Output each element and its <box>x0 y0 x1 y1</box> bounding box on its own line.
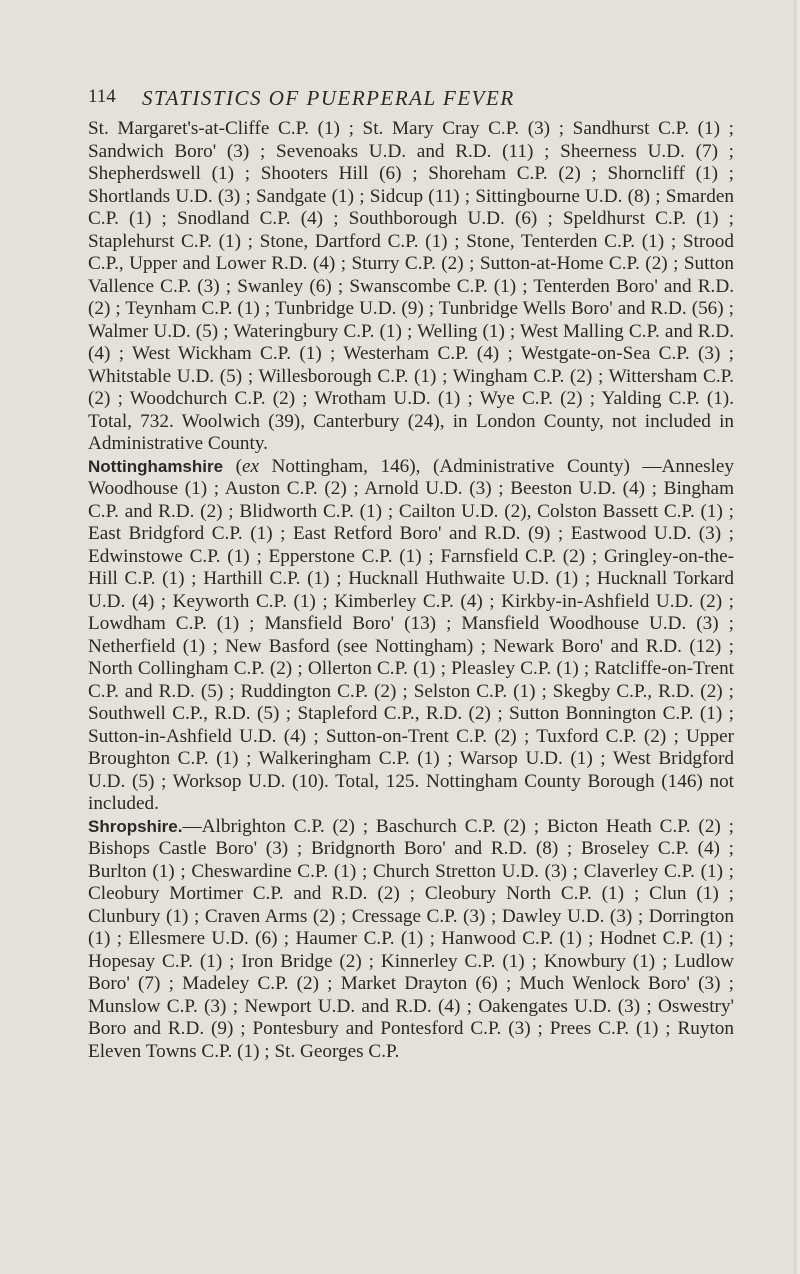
county-heading: Nottinghamshire <box>88 456 224 476</box>
running-title: STATISTICS OF PUERPERAL FEVER <box>142 86 515 110</box>
paragraph-nottinghamshire <box>88 456 734 816</box>
paragraph-text: —Albrighton C.P. (2) ; Baschurch C.P. (2) ; Bicton Heath C.P. (2) ; Bishops Castle Boro' (3) ; Bridgnorth Boro' and R.D. (8) ; Broseley C.P. (4) ; Burlton (1) ; Cheswardine C.P. (1) ; Church Stretton U.D. (3) ; Claverley C.P. (1) ; Cleobury Mortimer C.P. and R.D. (2) ; Cleobury North C.P. (1) ; Clun (1) ; Clunbury (1) ; Craven Arms (2) ; Cressage C.P. (3) ; Dawley U.D. (3) ; Dorrington (1) ; Ellesmere U.D. (6) ; Haumer C.P. (1) ; Hanwood C.P. (1) ; Hodnet C.P. (1) ; Hopesay C.P. (1) ; Iron Bridge (2) ; Kinnerley C.P. (1) ; Knowbury (1) ; Ludlow Boro' (7) ; Madeley C.P. (2) ; Market Drayton (6) ; Much Wenlock Boro' (3) ; Munslow C.P. (3) ; Newport U.D. and R.D. (4) ; Oakengates U.D. (3) ; Oswestry' Boro and R.D. (9) ; Pontesbury and Pontesford C.P. (3) ; Prees C.P. (1) ; Ruyton Eleven Towns C.P. (1) ; St. Georges C.P. <box>88 815 734 1062</box>
page-header <box>88 86 728 112</box>
paragraph-text: (ex Nottingham, 146), (Administrative County) —Annesley Woodhouse (1) ; Auston C.P. (2) ; Arnold U.D. (3) ; Beeston U.D. (4) ; Bingham C.P. and R.D. (2) ; Blidworth C.P. (1) ; Cailton U.D. (2), Colston Bassett C.P. (1) ; East Bridgford C.P. (1) ; East Retford Boro' and R.D. (9) ; Eastwood U.D. (3) ; Edwinstowe C.P. (1) ; Epperstone C.P. (1) ; Farnsfield C.P. (2) ; Gringley-on-the-Hill C.P. (1) ; Harthill C.P. (1) ; Hucknall Huthwaite U.D. (1) ; Hucknall Torkard U.D. (4) ; Keyworth C.P. (1) ; Kimberley C.P. (4) ; Kirkby-in-Ashfield U.D. (2) ; Lowdham C.P. (1) ; Mansfield Boro' (13) ; Mansfield Woodhouse U.D. (3) ; Netherfield (1) ; New Basford (see Nottingham) ; Newark Boro' and R.D. (12) ; North Collingham C.P. (2) ; Ollerton C.P. (1) ; Pleasley C.P. (1) ; Ratcliffe-on-Trent C.P. and R.D. (5) ; Ruddington C.P. (2) ; Selston C.P. (1) ; Skegby C.P., R.D. (2) ; Southwell C.P., R.D. (5) ; Stapleford C.P., R.D. (2) ; Sutton Bonnington C.P. (1) ; Sutton-in-Ashfield U.D. (4) ; Sutton-on-Trent C.P. (2) ; Tuxford C.P. (2) ; Upper Broughton C.P. (1) ; Walkeringham C.P. (1) ; Warsop U.D. (1) ; West Bridgford U.D. (5) ; Worksop U.D. (10). Total, 125. Nottingham County Borough (146) not included. <box>88 455 735 814</box>
page-number: 114 <box>88 86 116 107</box>
paragraph-text: St. Margaret's-at-Cliffe C.P. (1) ; St. Mary Cray C.P. (3) ; Sandhurst C.P. (1) ; Sandwich Boro' (3) ; Sevenoaks U.D. and R.D. (11) ; Sheerness U.D. (7) ; Shepherdswell (1) ; Shooters Hill (6) ; Shoreham C.P. (2) ; Shorncliff (1) ; Shortlands U.D. (3) ; Sandgate (1) ; Sidcup (11) ; Sittingbourne U.D. (8) ; Smarden C.P. (1) ; Snodland C.P. (4) ; Southborough U.D. (6) ; Speldhurst C.P. (1) ; Staplehurst C.P. (1) ; Stone, Dartford C.P. (1) ; Stone, Tenterden C.P. (1) ; Strood C.P., Upper and Lower R.D. (4) ; Sturry C.P. (2) ; Sutton-at-Home C.P. (2) ; Sutton Vallence C.P. (3) ; Swanley (6) ; Swanscombe C.P. (1) ; Tenterden Boro' and R.D. (2) ; Teynham C.P. (1) ; Tunbridge U.D. (9) ; Tunbridge Wells Boro' and R.D. (56) ; Walmer U.D. (5) ; Wateringbury C.P. (1) ; Welling (1) ; West Malling C.P. and R.D. (4) ; West Wickham C.P. (1) ; Westerham C.P. (4) ; Westgate-on-Sea C.P. (3) ; Whitstable U.D. (5) ; Willesborough C.P. (1) ; Wingham C.P. (2) ; Wittersham C.P. (2) ; Woodchurch C.P. (2) ; Wrotham U.D. (1) ; Wye C.P. (2) ; Yalding C.P. (1). Total, 732. Woolwich (39), Canterbury (24), in London County, not included in Administrative County. <box>88 118 734 454</box>
paragraph-kent-continued <box>88 118 734 456</box>
body-text <box>88 118 734 1063</box>
page-edge-shadow <box>794 0 800 1274</box>
paragraph-shropshire <box>88 816 734 1064</box>
county-heading: Shropshire. <box>88 816 183 836</box>
